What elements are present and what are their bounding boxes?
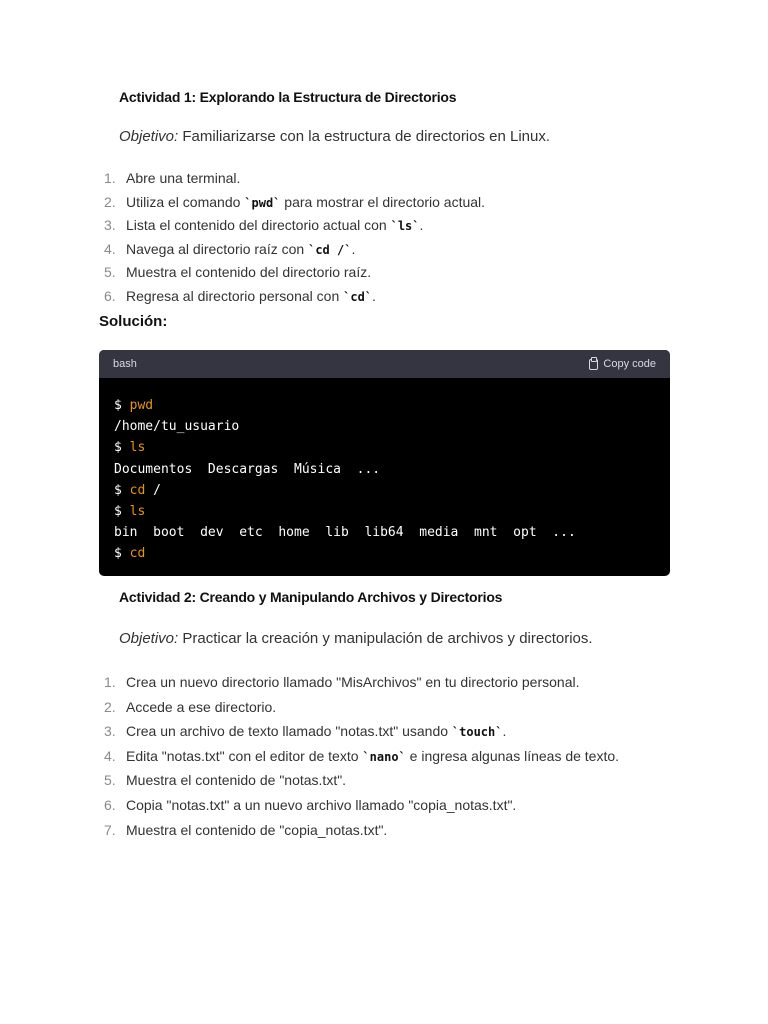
list-item-text: Regresa al directorio personal con [126,287,344,304]
list-item-text: Accede a ese directorio. [126,698,277,715]
code-line [114,459,655,480]
list-item-number: 1. [104,674,116,690]
list-item-text: Edita "notas.txt" con el editor de texto [126,747,363,764]
list-item [100,193,485,217]
list-item-text: Muestra el contenido de "copia_notas.txt". [126,821,388,838]
list-item [100,698,619,723]
inline-code: `cd` [343,289,373,304]
list-item [100,287,485,311]
list-item [100,771,619,796]
list-item [100,821,619,846]
inline-code: `nano` [362,749,406,764]
list-item-number: 2. [104,193,116,210]
list-item-number: 1. [104,170,116,186]
list-item-number: 2. [104,698,116,715]
code-cmd: ls [129,440,146,456]
list-item [100,673,619,698]
list-item-text: Abre una terminal. [126,170,241,186]
list-item [100,796,619,821]
code-line [114,543,655,564]
objective-label: Objetivo: [119,128,179,145]
list-item-text: Crea un nuevo directorio llamado "MisArchivos" en tu directorio personal. [126,674,580,690]
code-prompt: $ [114,482,130,498]
list-item [100,747,619,772]
code-body [99,378,670,565]
copy-code-label: Copy code [603,358,656,370]
list-item-number: 5. [104,264,116,281]
code-line [114,501,655,522]
list-item-number: 5. [104,772,116,789]
list-item-number: 7. [104,821,116,838]
code-rest: /home/tu_usuario [114,419,240,435]
list-item-text: Muestra el contenido de "notas.txt". [126,772,347,789]
code-prompt: $ [114,504,130,520]
list-item-text: Utiliza el comando [126,193,245,210]
code-line [114,522,655,543]
code-prompt: $ [114,440,130,456]
list-item-number: 6. [104,287,116,304]
list-item-text: Navega al directorio raíz con [126,240,309,257]
code-cmd: ls [129,504,146,520]
activity2-title: Actividad 2: Creando y Manipulando Archivos y Directorios [119,589,503,605]
code-header [99,350,670,378]
list-item [100,169,485,193]
list-item-text: Muestra el contenido del directorio raíz. [126,264,372,281]
list-item-text: e ingresa algunas líneas de texto. [405,747,620,764]
list-item [100,722,619,747]
list-item-text: Crea un archivo de texto llamado "notas.txt" usando [126,723,452,740]
inline-code: `pwd` [244,195,281,210]
list-item-number: 3. [104,217,116,234]
list-item-text: . [372,287,376,304]
code-language: bash [113,358,137,370]
list-item-number: 4. [104,747,116,764]
list-item [100,240,485,264]
code-cmd: cd [129,546,146,562]
inline-code: `ls` [390,219,420,234]
list-item-text: . [351,240,356,257]
list-item-text: para mostrar el directorio actual. [280,193,486,210]
copy-code-button[interactable] [589,358,656,370]
objective-text: Familiarizarse con la estructura de directorios en Linux. [178,128,551,145]
code-line [114,437,655,458]
solution-label: Solución: [99,313,168,330]
list-item-text: . [502,723,507,740]
code-cmd: pwd [129,398,154,413]
code-line [114,480,655,501]
clipboard-icon [589,359,598,370]
activity1-title: Actividad 1: Explorando la Estructura de Directorios [119,89,457,105]
list-item [100,263,485,287]
code-rest: Documentos Descargas Música ... [114,461,381,477]
code-cmd: cd [129,482,146,498]
code-prompt: $ [114,546,130,562]
list-item-number: 6. [104,796,116,813]
code-line [114,395,655,416]
objective-text: Practicar la creación y manipulación de archivos y directorios. [178,630,593,647]
code-prompt: $ [114,398,130,413]
list-item-text: Copia "notas.txt" a un nuevo archivo llamado "copia_notas.txt". [126,796,517,813]
inline-code: `cd /` [308,242,352,257]
activity1-steps [100,169,485,311]
list-item-text: Lista el contenido del directorio actual con [126,217,391,234]
list-item-number: 4. [104,240,116,257]
code-block [99,350,670,576]
list-item [100,216,485,240]
list-item-text: . [419,217,424,234]
inline-code: `touch` [451,725,503,740]
objective-label: Objetivo: [119,630,179,647]
activity2-objective [119,630,593,647]
activity2-steps [100,673,619,845]
code-line [114,416,655,437]
code-rest: bin boot dev etc home lib lib64 media mnt opt ... [114,525,576,541]
code-rest: / [145,482,161,498]
list-item-number: 3. [104,723,116,740]
activity1-objective [119,128,550,145]
